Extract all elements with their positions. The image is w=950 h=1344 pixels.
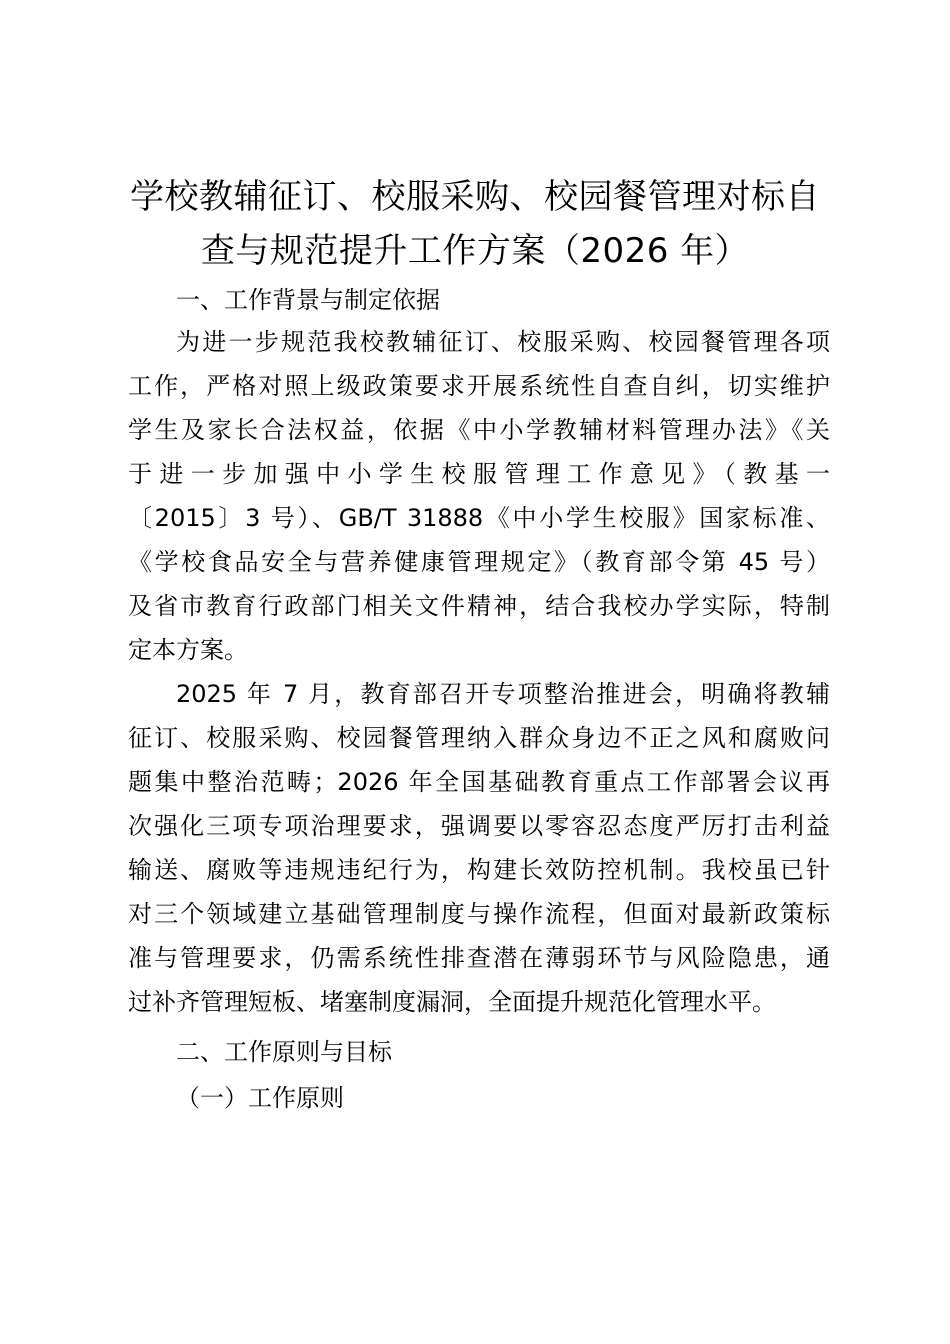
paragraph-line: 定本方案。 [128, 636, 248, 664]
section-heading-background: 一、工作背景与制定依据 [176, 286, 440, 314]
paragraph-line: 于进一步加强中小学生校服管理工作意见》（教基一 [128, 460, 830, 488]
paragraph-line: 对三个领域建立基础管理制度与操作流程，但面对最新政策标 [128, 900, 830, 928]
paragraph-line: 《学校食品安全与营养健康管理规定》（教育部令第 45 号） [128, 548, 830, 576]
section-heading-principles: 二、工作原则与目标 [176, 1038, 392, 1066]
paragraph-line: 学生及家长合法权益，依据《中小学教辅材料管理办法》《关 [128, 416, 830, 444]
paragraph-line: 征订、校服采购、校园餐管理纳入群众身边不正之风和腐败问 [128, 724, 830, 752]
paragraph-line: 过补齐管理短板、堵塞制度漏洞，全面提升规范化管理水平。 [128, 988, 776, 1016]
paragraph-line: 输送、腐败等违规违纪行为，构建长效防控机制。我校虽已针 [128, 856, 830, 884]
paragraph-line: 准与管理要求，仍需系统性排查潜在薄弱环节与风险隐患，通 [128, 944, 830, 972]
paragraph-line: 次强化三项专项治理要求，强调要以零容忍态度严厉打击利益 [128, 812, 830, 840]
document-title-line-1: 学校教辅征订、校服采购、校园餐管理对标自 [130, 177, 820, 217]
paragraph-line: 及省市教育行政部门相关文件精神，结合我校办学实际，特制 [128, 592, 830, 620]
paragraph-line: 题集中整治范畴；2026 年全国基础教育重点工作部署会议再 [128, 768, 830, 796]
paragraph-line: 为进一步规范我校教辅征订、校服采购、校园餐管理各项 [176, 328, 830, 356]
paragraph-line: 工作，严格对照上级政策要求开展系统性自查自纠，切实维护 [128, 372, 830, 400]
paragraph-line: 〔2015〕3 号）、GB/T 31888《中小学生校服》国家标准、 [128, 504, 830, 532]
document-title-line-2: 查与规范提升工作方案（2026 年） [200, 231, 750, 271]
subsection-heading-principles: （一）工作原则 [176, 1084, 344, 1112]
paragraph-line: 2025 年 7 月，教育部召开专项整治推进会，明确将教辅 [176, 680, 830, 708]
